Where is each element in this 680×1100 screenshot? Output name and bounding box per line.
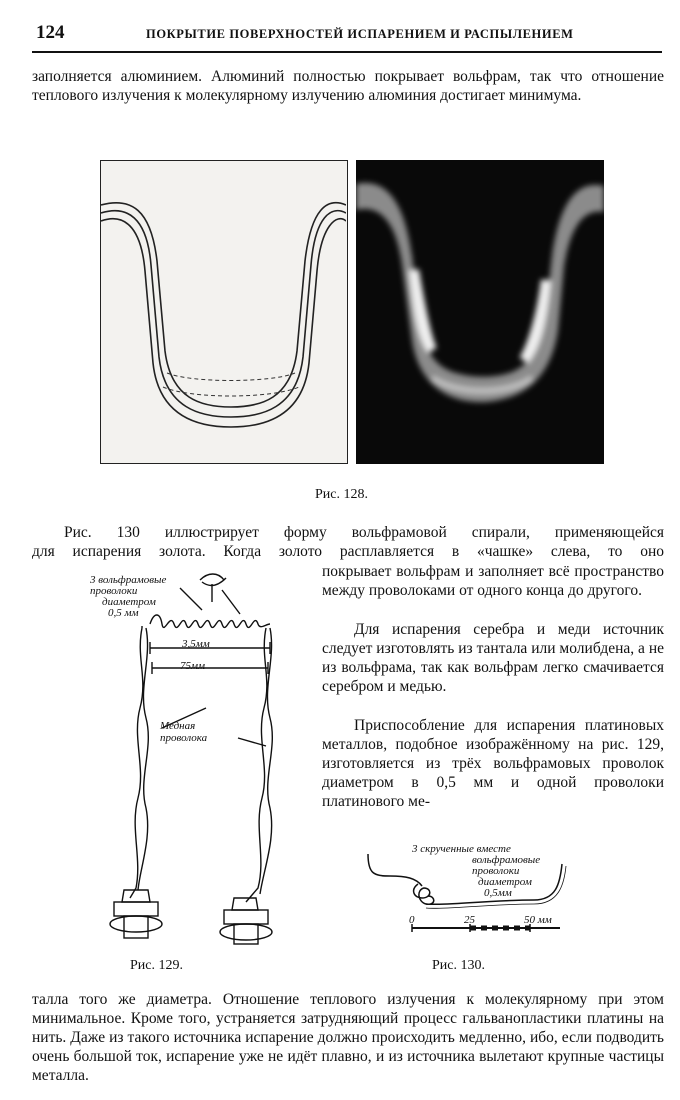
fig130-scale-label: 0: [409, 914, 415, 926]
fig130-paragraph-line-1: Рис. 130 иллюстрирует форму вольфрамовой спирали, применяющейся: [64, 524, 664, 541]
fig130-label-wires-line: вольфрамовые: [472, 854, 541, 866]
running-title: ПОКРЫТИЕ ПОВЕРХНОСТЕЙ ИСПАРЕНИЕМ И РАСПЫЛЕНИЕМ: [146, 27, 574, 41]
fig129-label-copper: [160, 720, 207, 744]
fig130-label-wires-line: 0,5мм: [484, 887, 512, 899]
page-number: 124: [36, 22, 65, 43]
intro-paragraph: заполняется алюминием. Алюминий полностью покрывает вольфрам, так что отношение теплового излучения к молекулярному излучению алюминия достигает минимума.: [32, 68, 664, 104]
closing-paragraph: талла того же диаметра. Отношение теплового излучения к молекулярному при этом минимальное. Кроме того, устраняется затрудняющий процесс гальванопластики платины на нить. Даже из такого источника испарение должно происходить медленно, ибо, если подводить очень большой ток, испарение уже не идёт плавно, и из источника вылетают крупные частицы металла.: [32, 991, 664, 1084]
figure-128-photo: [356, 160, 604, 464]
fig130-label-wires: [412, 844, 540, 899]
fig129-label-copper-line: проволока: [160, 732, 208, 744]
figure-128-drawing: [100, 160, 348, 464]
fig130-scale-label: 50 мм: [524, 914, 552, 926]
right-column-p2: Для испарения серебра и меди источник следует изготовлять из тантала или молибдена, а не из вольфрама, так как вольфрам легко смачивается серебром и медью.: [322, 621, 664, 695]
fig129-label-wires-line: проволоки: [90, 585, 138, 597]
figure-128-caption: Рис. 128.: [315, 487, 368, 502]
header-rule: [32, 51, 662, 53]
fig130-label-wires-line: 3 скрученные вместе: [412, 843, 511, 855]
fig129-label-wires-line: 0,5 мм: [108, 607, 139, 619]
figure-129-drawing: [90, 568, 310, 948]
fig130-scale-label: 25: [464, 914, 475, 926]
fig129-label-copper-line: Медная: [160, 720, 196, 732]
fig129-label-wires: [90, 575, 166, 619]
right-column-p3: Приспособление для испарения платиновых металлов, подобное изображённому на рис. 129, изготовляется из трёх вольфрамовых проволок диаметром в 0,5 мм и одной проволоки платинового ме-: [322, 717, 664, 810]
figure-130-caption: Рис. 130.: [432, 958, 485, 973]
fig130-label-wires-line: диаметром: [478, 876, 532, 888]
figure-129-caption: Рис. 129.: [130, 958, 183, 973]
fig129-label-coil: 3,5мм: [182, 638, 210, 650]
right-column-p1: покрывает вольфрам и заполняет всё пространство между проволоками от одного конца до другого.: [322, 563, 664, 599]
fig130-paragraph-line-2: для испарения золота. Когда золото расплавляется в «чашке» слева, то оно: [32, 543, 664, 560]
fig129-label-wires-line: 3 вольфрамовые: [90, 574, 167, 586]
fig129-label-wires-line: диаметром: [102, 596, 156, 608]
fig129-label-span: 75мм: [180, 660, 206, 672]
fig130-label-wires-line: проволоки: [472, 865, 520, 877]
